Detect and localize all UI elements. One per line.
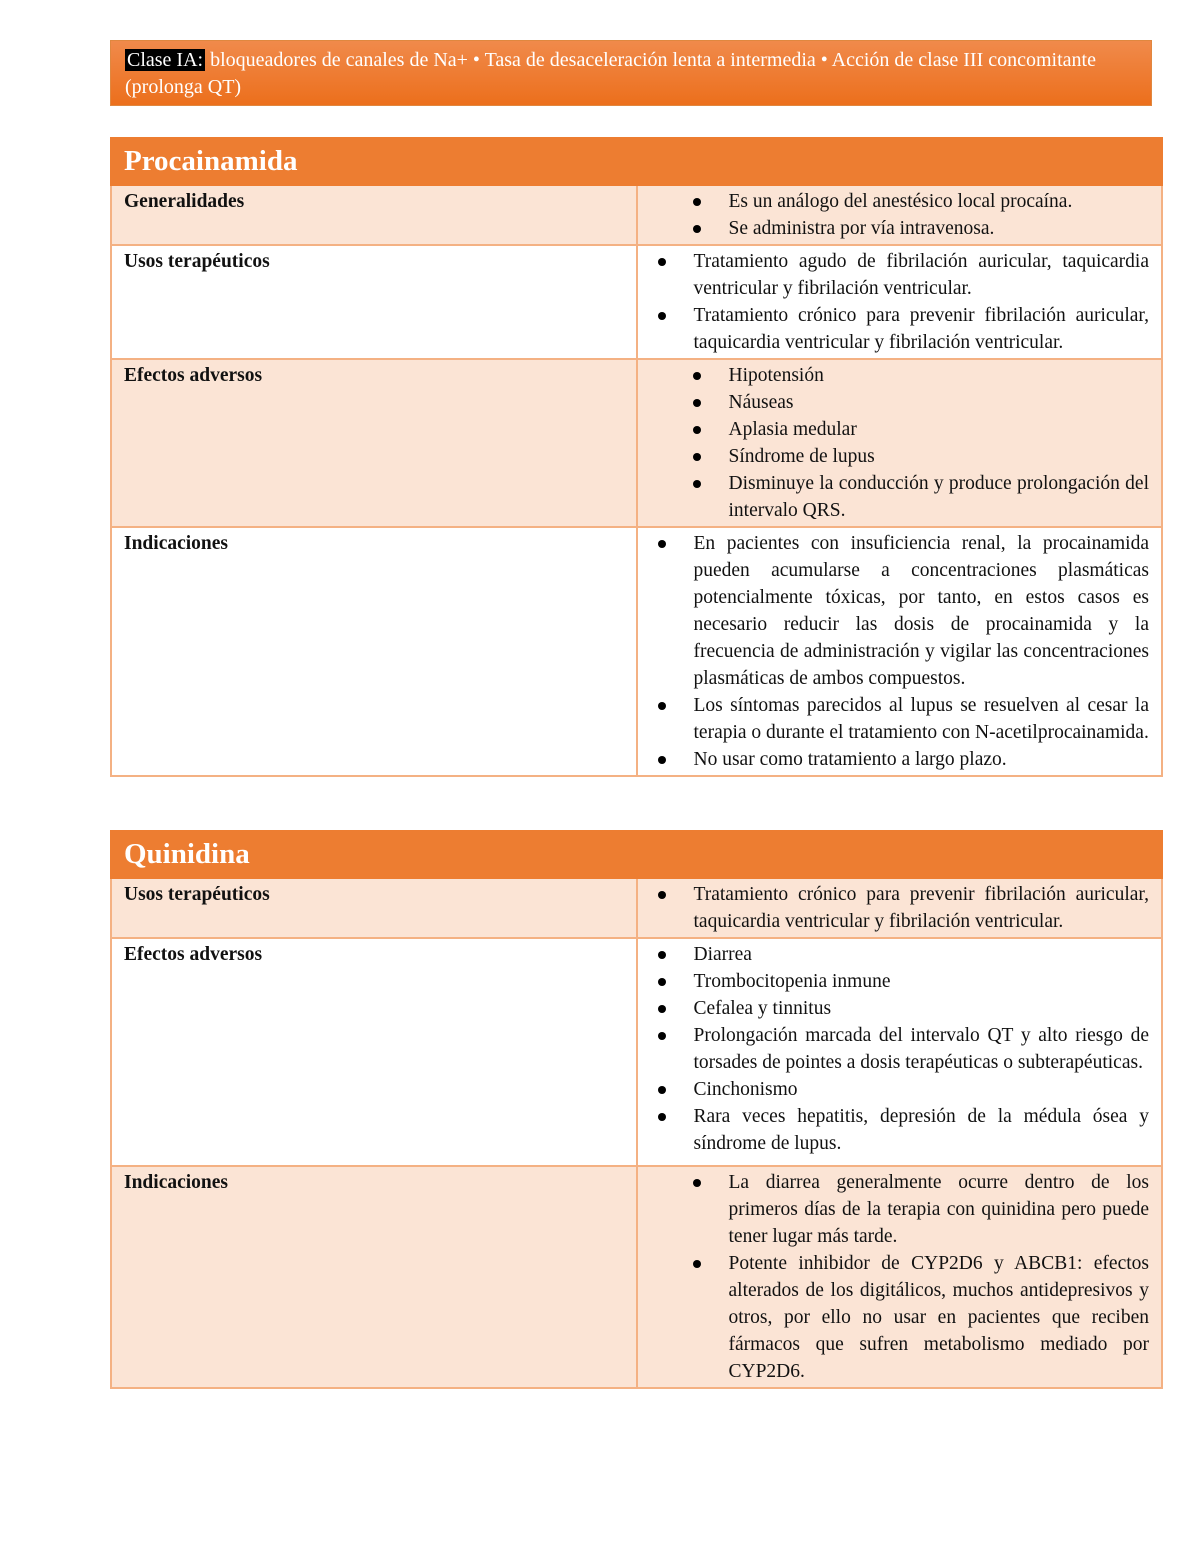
table-row (111, 185, 1162, 245)
class-banner (110, 40, 1152, 106)
procainamida-table (110, 137, 1163, 777)
table-row (111, 245, 1162, 359)
row-label: Usos terapéuticos (111, 245, 637, 359)
list-item: En pacientes con insuficiencia renal, la procainamida pueden acumularse a concentraciones plasmáticas potencialmente tóxicas, por tanto, en estos casos es necesario reducir las dosis de procainamida y la frecuencia de administración y vigilar las concentraciones plasmáticas de ambos compuestos. (638, 530, 1150, 692)
row-content (637, 359, 1163, 527)
list-item: Trombocitopenia inmune (638, 968, 1150, 995)
list-item: Prolongación marcada del intervalo QT y alto riesgo de torsades de pointes a dosis terapéuticas o subterapéuticas. (638, 1022, 1150, 1076)
bullet-list (638, 188, 1150, 242)
row-label: Indicaciones (111, 527, 637, 776)
list-item: Aplasia medular (638, 416, 1150, 443)
table-row (111, 938, 1162, 1166)
row-label: Generalidades (111, 185, 637, 245)
list-item: Disminuye la conducción y produce prolongación del intervalo QRS. (638, 470, 1150, 524)
bullet-list (638, 881, 1150, 935)
row-label: Indicaciones (111, 1166, 637, 1388)
bullet-list (638, 941, 1150, 1157)
row-content (637, 527, 1163, 776)
table-row (111, 878, 1162, 938)
drug-title: Quinidina (111, 831, 1162, 878)
list-item: Diarrea (638, 941, 1150, 968)
quinidina-table (110, 830, 1163, 1389)
list-item: Se administra por vía intravenosa. (638, 215, 1150, 242)
list-item: Náuseas (638, 389, 1150, 416)
bullet-list (638, 362, 1150, 524)
bullet-list (638, 248, 1150, 356)
list-item: Cinchonismo (638, 1076, 1150, 1103)
row-content (637, 1166, 1163, 1388)
row-content (637, 878, 1163, 938)
list-item: Los síntomas parecidos al lupus se resuelven al cesar la terapia o durante el tratamiento con N-acetilprocainamida. (638, 692, 1150, 746)
table-row (111, 1166, 1162, 1388)
table-row (111, 359, 1162, 527)
bullet-list (638, 530, 1150, 773)
list-item: Potente inhibidor de CYP2D6 y ABCB1: efectos alterados de los digitálicos, muchos antidepresivos y otros, por ello no usar en pacientes que reciben fármacos que sufren metabolismo mediado por CYP2D6. (638, 1250, 1150, 1385)
list-item: Cefalea y tinnitus (638, 995, 1150, 1022)
row-content (637, 185, 1163, 245)
list-item: Hipotensión (638, 362, 1150, 389)
class-description: bloqueadores de canales de Na+ • Tasa de desaceleración lenta a intermedia • Acción de clase III concomitante (prolonga QT) (125, 49, 1096, 98)
list-item: No usar como tratamiento a largo plazo. (638, 746, 1150, 773)
list-item: Tratamiento agudo de fibrilación auricular, taquicardia ventricular y fibrilación ventricular. (638, 248, 1150, 302)
list-item: Síndrome de lupus (638, 443, 1150, 470)
list-item: Es un análogo del anestésico local procaína. (638, 188, 1150, 215)
row-label: Efectos adversos (111, 359, 637, 527)
class-tag: Clase IA: (127, 49, 204, 71)
list-item: Rara veces hepatitis, depresión de la médula ósea y síndrome de lupus. (638, 1103, 1150, 1157)
list-item: Tratamiento crónico para prevenir fibrilación auricular, taquicardia ventricular y fibrilación ventricular. (638, 302, 1150, 356)
table-row (111, 527, 1162, 776)
row-label: Efectos adversos (111, 938, 637, 1166)
list-item: La diarrea generalmente ocurre dentro de los primeros días de la terapia con quinidina pero puede tener lugar más tarde. (638, 1169, 1150, 1250)
drug-title: Procainamida (111, 138, 1162, 185)
row-content (637, 245, 1163, 359)
row-label: Usos terapéuticos (111, 878, 637, 938)
list-item: Tratamiento crónico para prevenir fibrilación auricular, taquicardia ventricular y fibrilación ventricular. (638, 881, 1150, 935)
bullet-list (638, 1169, 1150, 1385)
drug-tables (110, 137, 1163, 1442)
row-content (637, 938, 1163, 1166)
